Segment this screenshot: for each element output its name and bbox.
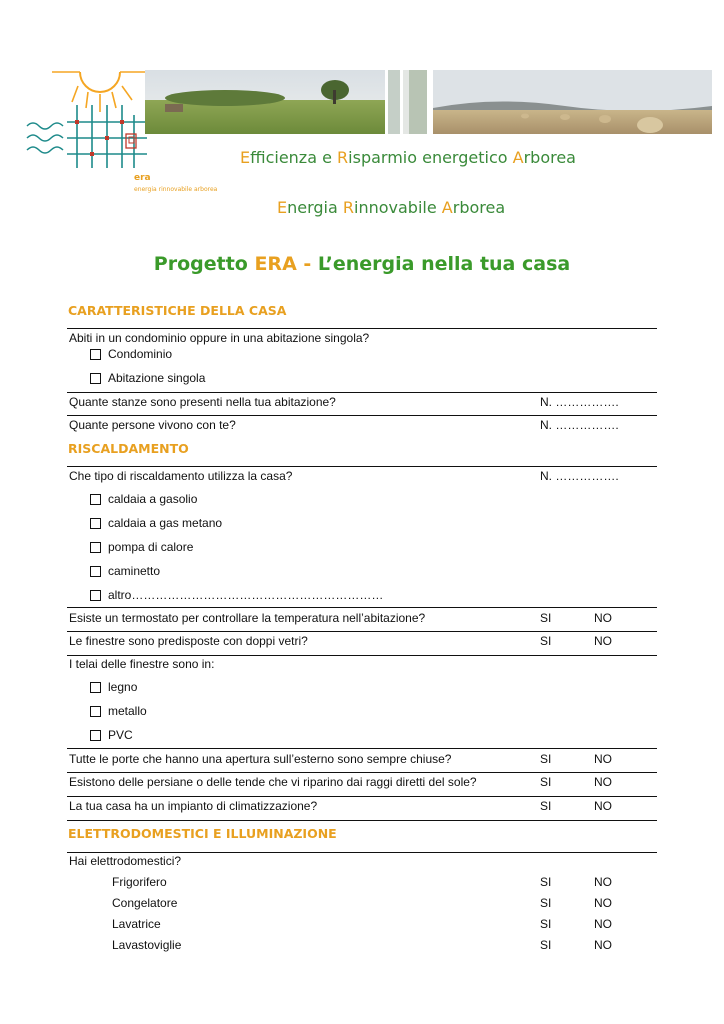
- divider: [67, 852, 657, 853]
- yes-option[interactable]: SI: [540, 896, 552, 910]
- people-number-field[interactable]: N. …………….: [540, 418, 619, 432]
- question-dwelling-type: Abiti in un condominio oppure in una abitazione singola?: [69, 331, 370, 345]
- question-blinds: Esistono delle persiane o delle tende che vi riparino dai raggi diretti del sole?: [69, 775, 477, 789]
- no-option[interactable]: NO: [594, 917, 612, 931]
- checkbox-label: PVC: [108, 728, 133, 742]
- question-thermostat: Esiste un termostato per controllare la temperatura nell’abitazione?: [69, 611, 426, 625]
- checkbox-caminetto[interactable]: [90, 564, 160, 578]
- question-appliances: Hai elettrodomestici?: [69, 854, 182, 868]
- checkbox-label: pompa di calore: [108, 540, 194, 554]
- divider: [67, 796, 657, 797]
- header-line-1-initial-e: E: [240, 148, 251, 167]
- checkbox-caldaia-gasolio[interactable]: [90, 492, 197, 506]
- title-part-3: L’energia nella tua casa: [311, 253, 571, 275]
- checkbox-square[interactable]: [90, 730, 101, 741]
- appliance-lavastoviglie: Lavastoviglie: [112, 938, 182, 952]
- no-option[interactable]: NO: [594, 775, 612, 789]
- no-option[interactable]: NO: [594, 938, 612, 952]
- landscape-photo-strip: [145, 70, 712, 134]
- checkbox-caldaia-metano[interactable]: [90, 516, 222, 530]
- checkbox-label: altro………………………………………………………: [108, 588, 384, 602]
- question-doors: Tutte le porte che hanno una apertura sull’esterno sono sempre chiuse?: [69, 752, 452, 766]
- checkbox-label: Abitazione singola: [108, 371, 206, 385]
- title-part-era: ERA -: [254, 253, 312, 275]
- checkbox-label: caminetto: [108, 564, 161, 578]
- divider: [67, 772, 657, 773]
- checkbox-label: legno: [108, 680, 138, 694]
- checkbox-pompa-calore[interactable]: [90, 540, 193, 554]
- checkbox-square[interactable]: [90, 349, 101, 360]
- header-line-1-text: rborea: [523, 148, 576, 167]
- divider: [67, 466, 657, 467]
- header-line-2-initial-e: E: [277, 198, 288, 217]
- checkbox-legno[interactable]: [90, 680, 137, 694]
- checkbox-square[interactable]: [90, 566, 101, 577]
- no-option[interactable]: NO: [594, 799, 612, 813]
- question-rooms: Quante stanze sono presenti nella tua abitazione?: [69, 395, 336, 409]
- header-line-1-initial-r: R: [337, 148, 349, 167]
- rooms-number-field[interactable]: N. …………….: [540, 395, 619, 409]
- checkbox-condominio[interactable]: [90, 347, 172, 361]
- divider: [67, 820, 657, 821]
- checkbox-square[interactable]: [90, 373, 101, 384]
- question-people: Quante persone vivono con te?: [69, 418, 236, 432]
- checkbox-square[interactable]: [90, 518, 101, 529]
- question-double-glazing: Le finestre sono predisposte con doppi vetri?: [69, 634, 308, 648]
- logo-name: era: [134, 173, 151, 183]
- checkbox-label: caldaia a gasolio: [108, 492, 198, 506]
- yes-option[interactable]: SI: [540, 799, 552, 813]
- header-line-2-text: rborea: [452, 198, 506, 217]
- checkbox-square[interactable]: [90, 494, 101, 505]
- title-part-1: Progetto: [153, 253, 255, 275]
- question-heating-type: Che tipo di riscaldamento utilizza la casa?: [69, 469, 293, 483]
- divider: [67, 328, 657, 329]
- page-title: [0, 253, 724, 275]
- checkbox-square[interactable]: [90, 682, 101, 693]
- appliance-frigorifero: Frigorifero: [112, 875, 167, 889]
- divider: [67, 607, 657, 608]
- section-heading-appliances: ELETTRODOMESTICI E ILLUMINAZIONE: [68, 826, 337, 841]
- header-line-2-text: nergia: [287, 198, 343, 217]
- checkbox-label: caldaia a gas metano: [108, 516, 223, 530]
- header-line-2: [277, 198, 505, 217]
- yes-option[interactable]: SI: [540, 917, 552, 931]
- header-line-1-text: fficienza e: [250, 148, 338, 167]
- checkbox-square[interactable]: [90, 706, 101, 717]
- no-option[interactable]: NO: [594, 611, 612, 625]
- divider: [67, 392, 657, 393]
- checkbox-square[interactable]: [90, 590, 101, 601]
- header-line-1-text: isparmio energetico: [348, 148, 513, 167]
- no-option[interactable]: NO: [594, 875, 612, 889]
- checkbox-pvc[interactable]: [90, 728, 133, 742]
- header-line-2-initial-r: R: [342, 198, 355, 217]
- no-option[interactable]: NO: [594, 896, 612, 910]
- header-line-1-initial-a: A: [512, 148, 524, 167]
- heating-number-field[interactable]: N. …………….: [540, 469, 619, 483]
- appliance-lavatrice: Lavatrice: [112, 917, 161, 931]
- yes-option[interactable]: SI: [540, 634, 552, 648]
- appliance-congelatore: Congelatore: [112, 896, 178, 910]
- yes-option[interactable]: SI: [540, 938, 552, 952]
- logo-subtitle: energia rinnovabile arborea: [134, 186, 218, 193]
- no-option[interactable]: NO: [594, 634, 612, 648]
- divider: [67, 631, 657, 632]
- header-line-2-initial-a: A: [441, 198, 453, 217]
- checkbox-label: metallo: [108, 704, 147, 718]
- header-line-2-text: innovabile: [354, 198, 442, 217]
- section-heading-house: CARATTERISTICHE DELLA CASA: [68, 303, 287, 318]
- section-heading-heating: RISCALDAMENTO: [68, 441, 189, 456]
- checkbox-label: Condominio: [108, 347, 173, 361]
- header-line-1: [240, 148, 576, 167]
- question-air-conditioning: La tua casa ha un impianto di climatizzazione?: [69, 799, 318, 813]
- checkbox-abitazione-singola[interactable]: [90, 371, 205, 385]
- yes-option[interactable]: SI: [540, 752, 552, 766]
- yes-option[interactable]: SI: [540, 775, 552, 789]
- divider: [67, 748, 657, 749]
- no-option[interactable]: NO: [594, 752, 612, 766]
- checkbox-metallo[interactable]: [90, 704, 147, 718]
- yes-option[interactable]: SI: [540, 875, 552, 889]
- checkbox-square[interactable]: [90, 542, 101, 553]
- question-window-frames: I telai delle finestre sono in:: [69, 657, 215, 671]
- checkbox-altro[interactable]: [90, 588, 383, 602]
- yes-option[interactable]: SI: [540, 611, 552, 625]
- divider: [67, 415, 657, 416]
- divider: [67, 655, 657, 656]
